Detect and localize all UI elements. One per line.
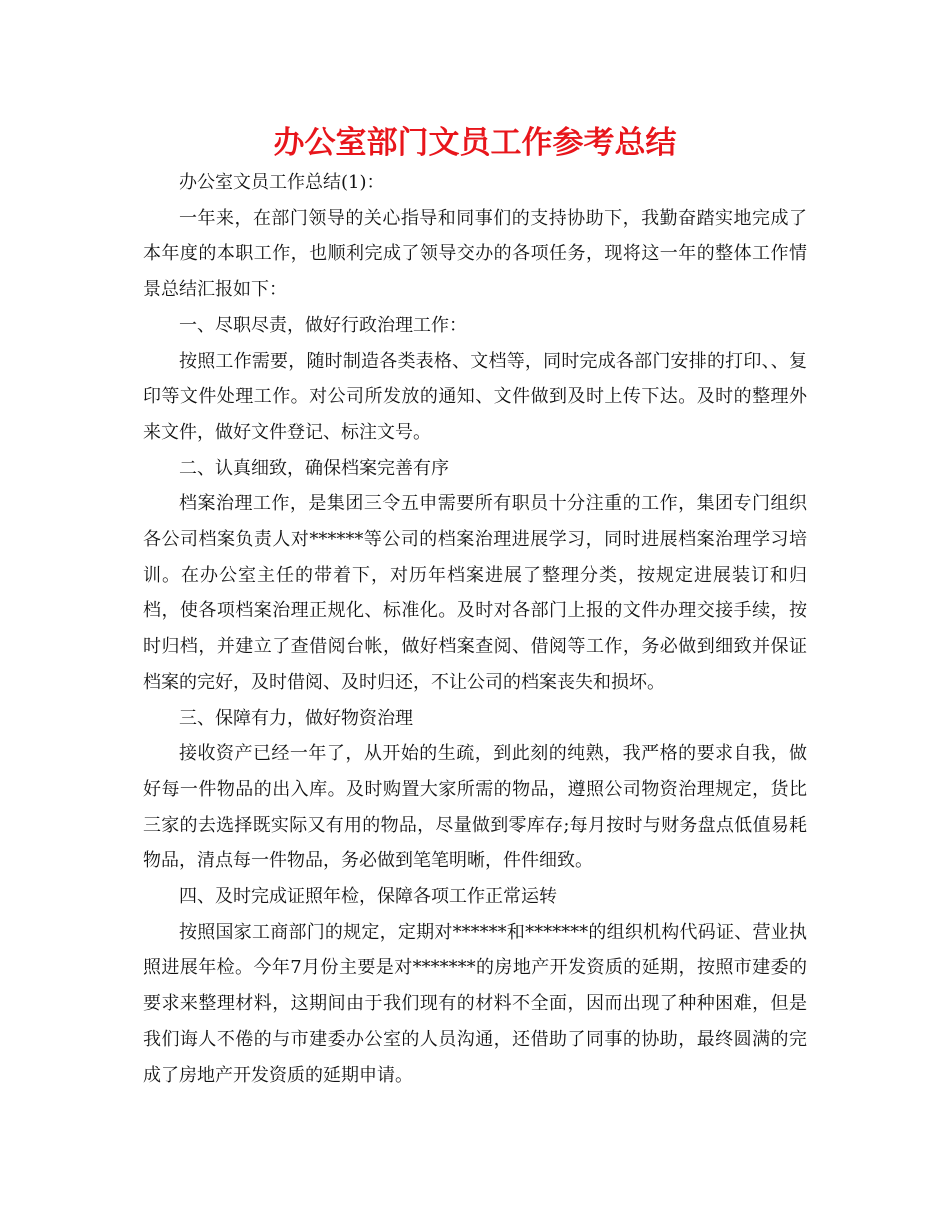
section-heading-2: 二、认真细致，确保档案完善有序 (179, 457, 449, 479)
paragraph-section-2: 档案治理工作，是集团三令五申需要所有职员十分注重的工作，集团专门组织各公司档案负责人对******等公司的档案治理进展学习，同时进展档案治理学习培训。在办公室主任的带着下，对历年档案进展了整理分类，按规定进展装订和归档，使各项档案治理正规化、标准化。及时对各部门上报的文件办理交接手续，按时归档，并建立了查借阅台帐，做好档案查阅、借阅等工作，务必做到细致并保证档案的完好，及时借阅、及时归还，不让公司的档案丧失和损坏。 (143, 493, 807, 693)
section-heading-4: 四、及时完成证照年检，保障各项工作正常运转 (179, 886, 557, 908)
section-heading-1: 一、尽职尽责，做好行政治理工作： (179, 314, 467, 336)
document-title: 办公室部门文员工作参考总结 (273, 125, 677, 161)
document-body (143, 165, 807, 1093)
section-heading-intro: 办公室文员工作总结(1)： (179, 172, 385, 193)
section-heading-3: 三、保障有力，做好物资治理 (179, 707, 413, 729)
paragraph-intro: 一年来，在部门领导的关心指导和同事们的支持协助下，我勤奋踏实地完成了本年度的本职工作，也顺利完成了领导交办的各项任务，现将这一年的整体工作情景总结汇报如下： (143, 207, 807, 301)
paragraph-section-1: 按照工作需要，随时制造各类表格、文档等，同时完成各部门安排的打印、、复印等文件处理工作。对公司所发放的通知、文件做到及时上传下达。及时的整理外来文件，做好文件登记、标注文号。 (143, 350, 807, 443)
paragraph-section-3: 接收资产已经一年了，从开始的生疏，到此刻的纯熟，我严格的要求自我，做好每一件物品的出入库。及时购置大家所需的物品，遵照公司物资治理规定，货比三家的去选择既实际又有用的物品，尽量做到零库存;每月按时与财务盘点低值易耗物品，清点每一件物品，务必做到笔笔明晰，件件细致。 (143, 743, 807, 872)
paragraph-section-4: 按照国家工商部门的规定，定期对******和*******的组织机构代码证、营业执照进展年检。今年7月份主要是对*******的房地产开发资质的延期，按照市建委的要求来整理材料，这期间由于我们现有的材料不全面，因而出现了种种困难，但是我们诲人不倦的与市建委办公室的人员沟通，还借助了同事的协助，最终圆满的完成了房地产开发资质的延期申请。 (143, 921, 807, 1086)
